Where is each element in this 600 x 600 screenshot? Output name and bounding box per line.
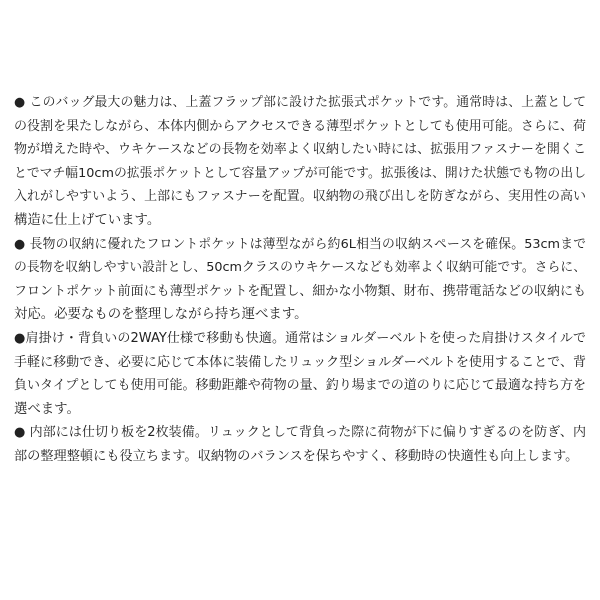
text-line: の長物を収納しやすい設計とし、50cmクラスのウキケースなども効率よく収納可能です。さらに、	[14, 260, 586, 276]
text-line: 選べます。	[14, 401, 80, 417]
text-line: 構造に仕上げています。	[14, 212, 161, 228]
text-line: 負いタイプとしても使用可能。移動距離や荷物の量、釣り場までの道のりに応じて最適な持ち方を	[14, 378, 586, 394]
text-line: とでマチ幅10cmの拡張ポケットとして容量アップが可能です。拡張後は、開けた状態でも物の出し	[14, 165, 586, 181]
paragraph-2way-carry	[14, 327, 586, 421]
text-line: 物が増えた時や、ウキケースなどの長物を効率よく収納したい時には、拡張用ファスナーを開くこ	[14, 142, 586, 158]
paragraph-top-flap-pocket	[14, 91, 586, 233]
text-line: フロントポケット前面にも薄型ポケットを配置し、細かな小物類、財布、携帯電話などの収納にも	[14, 283, 586, 299]
paragraph-dividers	[14, 421, 586, 468]
product-description	[14, 91, 586, 469]
paragraph-front-pocket	[14, 233, 586, 327]
text-line: 入れがしやすいよう、上部にもファスナーを配置。収納物の飛び出しを防ぎながら、実用性の高い	[14, 189, 586, 205]
text-line: 対応。必要なものを整理しながら持ち運べます。	[14, 307, 308, 323]
text-line: ●肩掛け・背負いの2WAY仕様で移動も快適。通常はショルダーベルトを使った肩掛けスタイルで	[14, 330, 586, 346]
text-line: 部の整理整頓にも役立ちます。収納物のバランスを保ちやすく、移動時の快適性も向上します。	[14, 448, 579, 464]
text-line: の役割を果たしながら、本体内側からアクセスできる薄型ポケットとしても使用可能。さらに、荷	[14, 118, 586, 134]
text-line: ● 長物の収納に優れたフロントポケットは薄型ながら約6L相当の収納スペースを確保。53cmまで	[14, 236, 586, 252]
text-line: 手軽に移動でき、必要に応じて本体に装備したリュック型ショルダーベルトを使用することで、背	[14, 354, 586, 370]
text-line: ● このバッグ最大の魅力は、上蓋フラップ部に設けた拡張式ポケットです。通常時は、上蓋として	[14, 95, 586, 110]
text-line: ● 内部には仕切り板を2枚装備。リュックとして背負った際に荷物が下に偏りすぎるのを防ぎ、内	[14, 425, 586, 441]
